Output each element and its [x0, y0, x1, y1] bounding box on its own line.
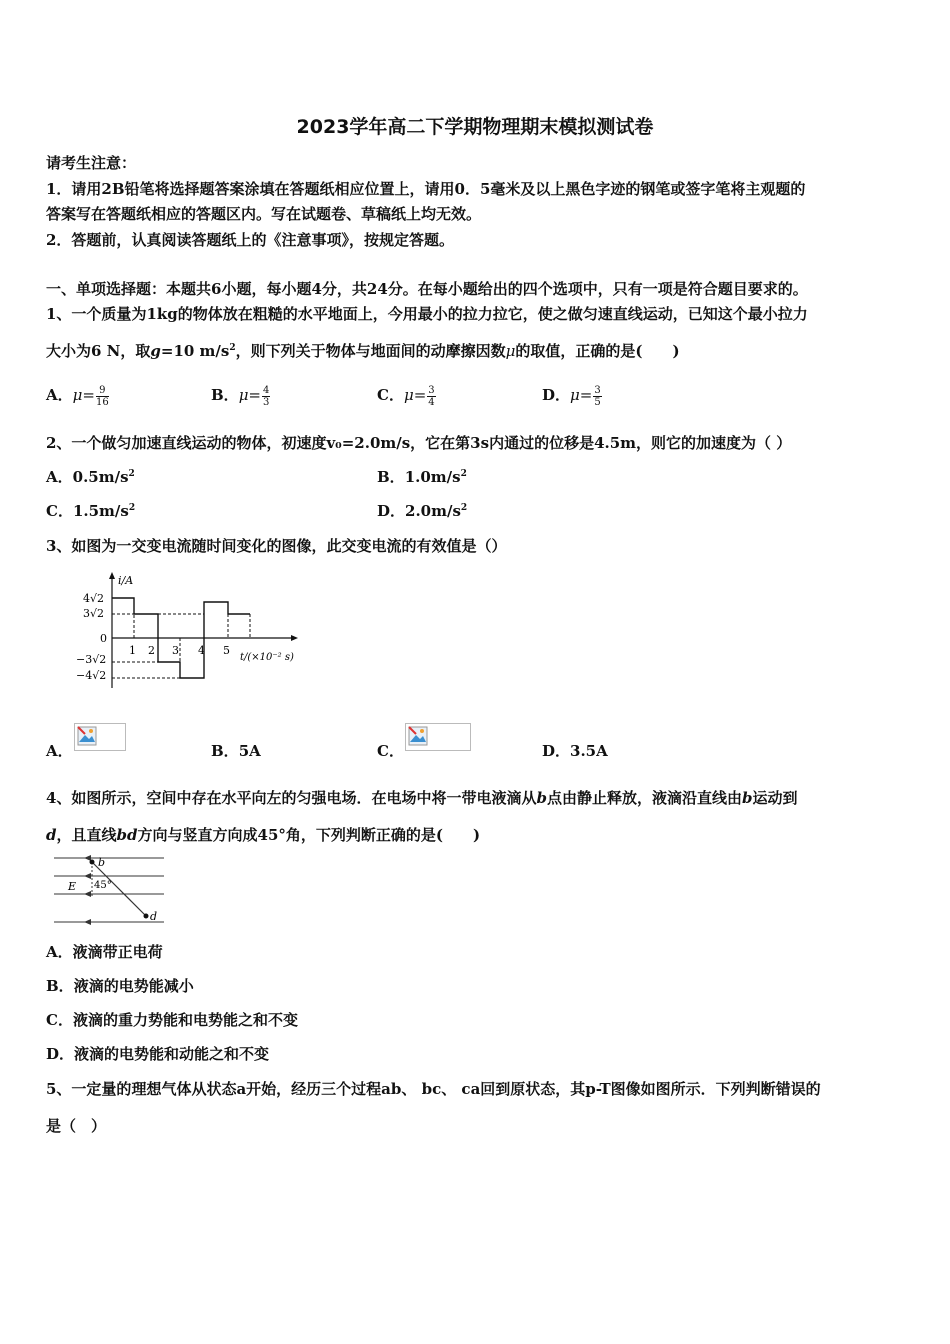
q4-point-b: b: [536, 789, 547, 807]
option-label: A．: [46, 943, 73, 961]
point-d-dot: [144, 914, 149, 919]
option-symbol: μ=: [403, 386, 427, 404]
option-label: C．: [377, 386, 404, 404]
point-b-dot: [90, 860, 95, 865]
q4-option-c[interactable]: [46, 1009, 298, 1030]
fraction-denominator: 4: [428, 396, 435, 408]
y-tick-label: 4√2: [83, 592, 105, 605]
q3-stem: 3、如图为一交变电流随时间变化的图像，此交变电流的有效值是（）: [46, 537, 507, 555]
option-label: C．: [377, 742, 404, 760]
q4-line1: [46, 787, 797, 808]
option-text: 液滴的电势能和动能之和不变: [74, 1045, 270, 1063]
q4-line-bd: bd: [116, 826, 138, 844]
x-tick-label: 1: [129, 644, 136, 657]
q5-line2: 是（ ）: [46, 1117, 107, 1135]
option-text: 1.5m/s: [72, 502, 129, 520]
option-label: C．: [46, 1011, 73, 1029]
option-label: C．: [46, 502, 73, 520]
option-fraction: [262, 385, 270, 408]
field-arrow: [84, 873, 91, 879]
q4-option-a[interactable]: [46, 941, 163, 962]
option-label: D．: [542, 742, 571, 760]
notice-item-1a: 1．请用2B铅笔将选择题答案涂填在答题纸相应位置上，请用0．5毫米及以上黑色字迹的钢笔或签字笔将主观题的: [46, 180, 806, 198]
option-text: 液滴带正电荷: [72, 943, 163, 961]
y-axis-arrow: [109, 572, 115, 579]
y-tick-label: 3√2: [83, 607, 105, 620]
q1-line2-c: ，则下列关于物体与地面间的动摩擦因数: [235, 342, 506, 360]
q2-option-a[interactable]: [46, 466, 135, 487]
option-text: 3.5A: [570, 742, 608, 760]
option-text: 2.0m/s: [405, 502, 461, 520]
q3-current-graph: [70, 570, 310, 692]
y-tick-label: −3√2: [76, 653, 107, 666]
fraction-denominator: 5: [594, 396, 601, 408]
notice-item-1b: 答案写在答题纸相应的答题区内。写在试题卷、草稿纸上均无效。: [46, 205, 482, 223]
x-tick-label: 2: [148, 644, 155, 657]
x-tick-label: 5: [223, 644, 230, 657]
fraction-denominator: 3: [263, 396, 270, 408]
q3-option-a-image: [74, 723, 126, 751]
notice-item-2: 2．答题前，认真阅读答题纸上的《注意事项》，按规定答题。: [46, 231, 454, 249]
x-axis-arrow: [291, 635, 298, 641]
q1-line2-a: 大小为6 N，取: [46, 342, 151, 360]
option-label: A．: [46, 386, 73, 404]
section-heading: 一、单项选择题：本题共6小题，每小题4分，共24分。在每小题给出的四个选项中，只有一项是符合题目要求的。: [46, 280, 808, 298]
option-fraction: [593, 385, 601, 408]
q2-stem: 2、一个做匀加速直线运动的物体，初速度v₀=2.0m/s，它在第3s内通过的位移是4.5m，则它的加速度为（ ）: [46, 434, 792, 452]
field-arrow: [84, 891, 91, 897]
option-label: A．: [46, 468, 73, 486]
option-label: B．: [211, 386, 239, 404]
option-symbol: μ=: [570, 386, 593, 404]
point-b-label: b: [98, 856, 106, 869]
option-sup: 2: [128, 503, 136, 513]
q4-text: ，且直线: [56, 826, 117, 844]
q4-field-diagram: [54, 854, 166, 926]
q1-line2-b: =10 m/s: [160, 342, 230, 360]
y-tick-label: −4√2: [76, 669, 107, 682]
q4-text: 方向与竖直方向成45°角，下列判断正确的是( ): [137, 826, 481, 844]
q3-option-d[interactable]: [542, 740, 608, 761]
option-fraction: [96, 385, 109, 408]
option-symbol: μ=: [238, 386, 262, 404]
option-label: A．: [46, 742, 73, 760]
q1-option-c[interactable]: [377, 384, 436, 408]
option-sup: 2: [128, 469, 135, 479]
option-label: D．: [46, 1045, 75, 1063]
option-fraction: [427, 385, 435, 408]
q2-option-b[interactable]: [377, 466, 467, 487]
q3-option-c-image: [405, 723, 471, 751]
q1-option-b[interactable]: [211, 384, 270, 408]
q1-line2-d: 的取值，正确的是( ): [515, 342, 680, 360]
fraction-numerator: 3: [428, 384, 435, 396]
q4-text: 点由静止释放，液滴沿直线由: [546, 789, 742, 807]
q1-line1: 1、一个质量为1kg的物体放在粗糙的水平地面上，今用最小的拉力拉它，使之做匀速直线运动，已知这个最小拉力: [46, 305, 808, 323]
option-sup: 2: [460, 503, 468, 513]
q1-option-d[interactable]: [542, 384, 602, 408]
q2-option-c[interactable]: [46, 500, 135, 521]
option-label: B．: [46, 977, 74, 995]
q1-g: g: [150, 342, 161, 360]
option-label: D．: [377, 502, 406, 520]
fraction-denominator: 16: [95, 396, 109, 408]
q4-line2: [46, 824, 480, 845]
q1-line2: [46, 340, 680, 361]
fraction-numerator: 4: [263, 384, 270, 396]
point-d-label: d: [150, 910, 158, 923]
option-text: 液滴的电势能减小: [73, 977, 194, 995]
q2-option-d[interactable]: [377, 500, 467, 521]
option-text: 0.5m/s: [72, 468, 129, 486]
broken-image-icon: [77, 726, 97, 746]
q1-sq: 2: [229, 343, 236, 353]
q4-option-b[interactable]: [46, 975, 194, 996]
x-tick-label: 3: [172, 644, 179, 657]
option-text: 液滴的重力势能和电势能之和不变: [72, 1011, 298, 1029]
q3-option-c[interactable]: [377, 740, 404, 761]
angle-label: 45°: [94, 880, 112, 891]
q4-text: 4、如图所示，空间中存在水平向左的匀强电场．在电场中将一带电液滴从: [46, 789, 537, 807]
q4-point-b: b: [741, 789, 753, 807]
waveform-guide: [112, 598, 134, 614]
option-label: B．: [211, 742, 239, 760]
fraction-numerator: 3: [594, 384, 601, 396]
field-arrow: [84, 919, 91, 925]
y-tick-label: 0: [100, 632, 107, 645]
option-sup: 2: [460, 469, 467, 479]
option-text: 5A: [238, 742, 261, 760]
page-title: 2023学年高二下学期物理期末模拟测试卷: [296, 116, 654, 138]
fraction-numerator: 9: [96, 385, 109, 397]
x-axis-label: t/(×10⁻² s): [240, 652, 294, 663]
option-text: 1.0m/s: [404, 468, 461, 486]
field-label-e: E: [68, 880, 77, 893]
option-label: D．: [542, 386, 571, 404]
q4-option-d[interactable]: [46, 1043, 269, 1064]
q1-option-a[interactable]: [46, 384, 109, 408]
broken-image-icon: [408, 726, 428, 746]
y-axis-label: i/A: [118, 574, 134, 587]
x-tick-label: 4: [198, 644, 205, 657]
q3-option-b[interactable]: [211, 740, 261, 761]
q1-mu: μ: [505, 342, 516, 360]
q5-line1: 5、一定量的理想气体从状态a开始，经历三个过程ab、 bc、 ca回到原状态，其p-T图像如图所示．下列判断错误的: [46, 1080, 821, 1098]
q4-point-d: d: [46, 826, 57, 844]
q3-option-a[interactable]: [46, 740, 73, 761]
option-symbol: μ=: [72, 386, 95, 404]
notice-heading: 请考生注意：: [46, 154, 137, 172]
q4-text: 运动到: [752, 789, 798, 807]
field-arrow: [84, 855, 91, 861]
option-label: B．: [377, 468, 405, 486]
field-arrows: [84, 855, 91, 925]
